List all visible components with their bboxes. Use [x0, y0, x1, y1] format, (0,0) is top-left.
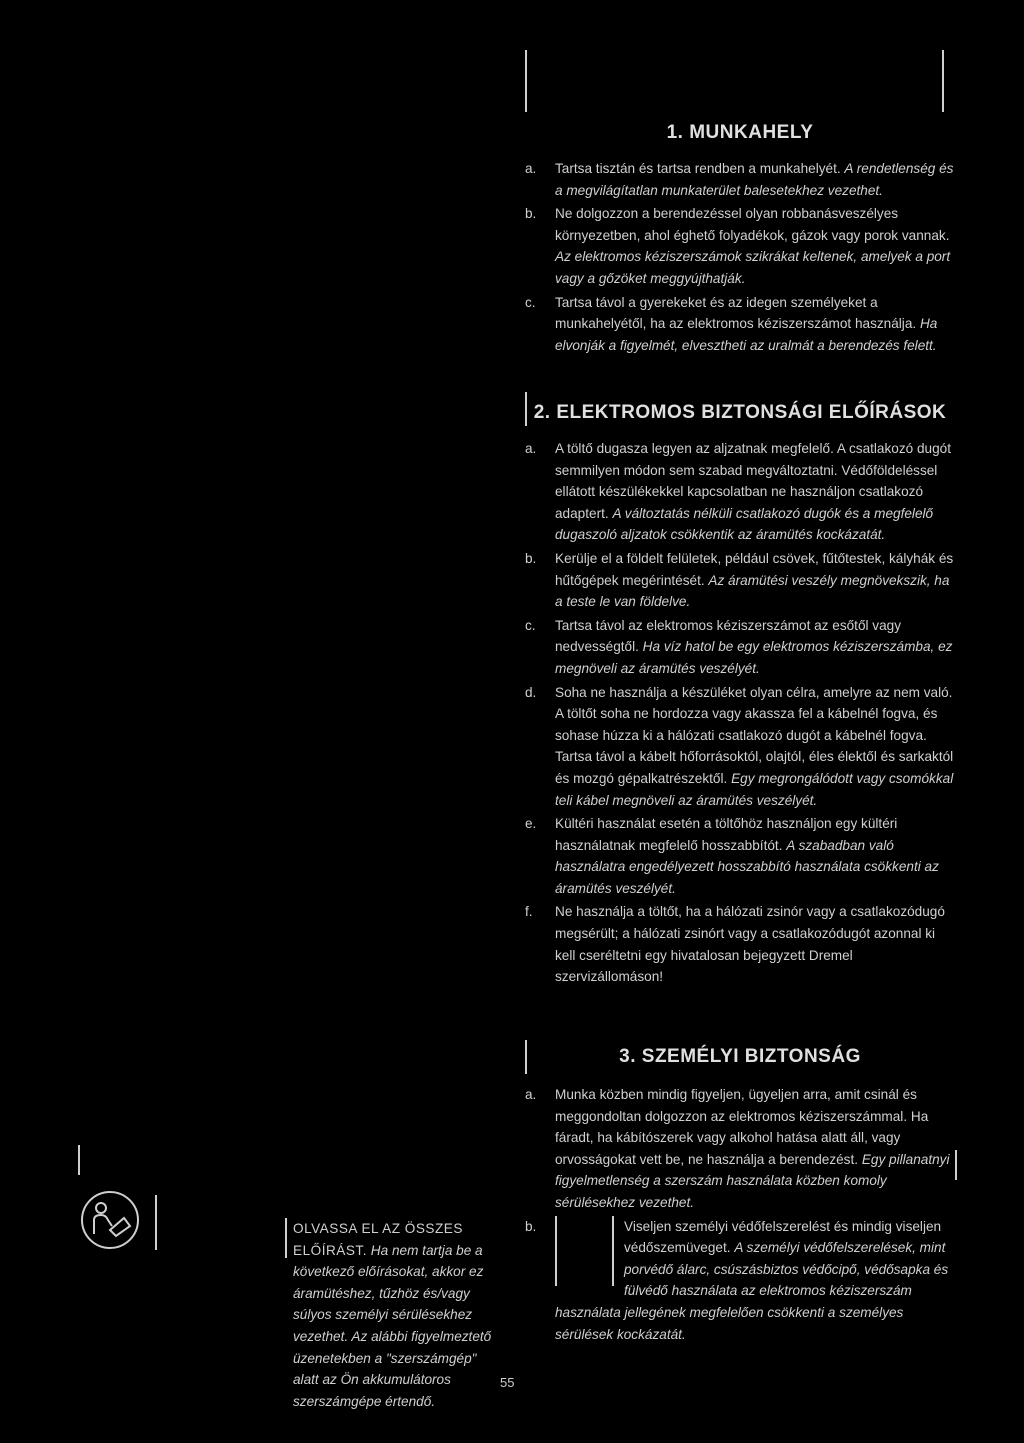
list-item: [525, 682, 955, 812]
glove-icon: [555, 1216, 614, 1286]
item-normal-text: Kültéri használat esetén a töltőhöz használjon egy kültéri használatnak megfelelő hosszabbítót.: [555, 816, 898, 853]
item-label: d.: [525, 684, 537, 700]
item-italic-text: A személyi védőfelszerelések, mint porvédő álarc, csúszásbiztos védőcipő, védősapka és fülvédő használata az elektromos kéziszerszám használata jellegének megfelelően csökkenti a személyes sérülések kockázatát.: [555, 1240, 949, 1342]
list-item: [525, 203, 955, 289]
frame-line: [942, 50, 944, 112]
item-normal-text: A töltő dugasza legyen az aljzatnak megfelelő. A csatlakozó dugót semmilyen módon sem szabad megváltoztatni. Védőföldeléssel ellátott készülékekkel kapcsolatban ne használjon csatlakozó adaptert.: [555, 441, 951, 521]
section-heading: 3. SZEMÉLYI BIZTONSÁG: [619, 1046, 861, 1067]
item-italic-text: Egy megrongálódott vagy csomókkal teli kábel megnöveli az áramütés veszélyét.: [555, 770, 954, 808]
item-normal-text: Soha ne használja a készüléket olyan célra, amelyre az nem való. A töltőt soha ne hordozza vagy akassza fel a kábelnél fogva, és sohase húzza ki a hálózati csatlakozó dugót a kábelnél fogva. Tartsa távol a kábelt hőforrásoktól, olajtól, éles élektől és sarkaktól és mozgó gépalkatrészektől.: [555, 684, 954, 786]
item-normal-text: Tartsa távol a gyerekeket és az idegen személyeket a munkahelyétől, ha az elektromos kéziszerszámot használja.: [555, 294, 920, 332]
list-item: [525, 548, 955, 613]
section-items: [525, 1084, 955, 1345]
frame-line: [525, 50, 527, 112]
section-heading: 1. MUNKAHELY: [666, 122, 814, 143]
item-italic-text: A rendetlenség és a megvilágítatlan munkaterület balesetekhez vezethet.: [555, 161, 954, 198]
section-items: [525, 158, 955, 356]
warning-block: [78, 1172, 498, 1412]
section-heading: 2. ELEKTROMOS BIZTONSÁGI ELŐÍRÁSOK: [533, 402, 947, 423]
item-text: [555, 615, 955, 680]
item-label: e.: [525, 816, 537, 832]
item-label: a.: [525, 1087, 537, 1102]
item-italic-text: A változtatás nélküli csatlakozó dugók és a megfelelő dugaszoló aljzatok csökkentik az áramütés kockázatát.: [555, 505, 934, 543]
frame-line: [78, 1145, 80, 1175]
list-item: [525, 292, 955, 357]
item-italic-text: Az áramütési veszély megnövekszik, ha a teste le van földelve.: [555, 572, 950, 610]
list-item: [525, 813, 955, 899]
item-normal-text: Tartsa távol az elektromos kéziszerszámot az esőtől vagy nedvességtől.: [555, 617, 902, 655]
item-text: [555, 158, 955, 201]
item-italic-text: Egy pillanatnyi figyelmetlenség a szerszám használata közben komoly sérülésekhez vezethet.: [555, 1151, 950, 1210]
list-item: [525, 901, 955, 987]
item-italic-text: Az elektromos kéziszerszámok szikrákat keltenek, amelyek a port vagy a gőzöket meggyújthatják.: [555, 249, 951, 286]
item-italic-text: Ha elvonják a figyelmét, elvesztheti az uralmát a berendezés felett.: [555, 316, 938, 353]
list-item: [525, 438, 955, 546]
list-item: [525, 1216, 955, 1346]
item-text: [555, 682, 955, 812]
list-item: [525, 158, 955, 201]
item-label: c.: [525, 294, 536, 310]
item-text: [555, 813, 955, 899]
warning-text: Ha nem tartja be a következő előírásokat, akkor ez áramütéshez, tűzhöz és/vagy súlyos személyi sérülésekhez vezethet. Az alábbi figyelmeztető üzenetekben a "szerszámgép" alatt az Ön akkumulátoros szerszámgépe értendő.: [293, 1242, 492, 1409]
item-label: c.: [525, 617, 536, 633]
warning-heading: OLVASSA EL AZ ÖSSZES: [293, 1221, 463, 1236]
item-text: [555, 1084, 955, 1214]
section-szemelyi: [525, 1046, 955, 1347]
item-text: [555, 1216, 955, 1346]
item-label: a.: [525, 441, 537, 456]
section-munkahely: [525, 122, 955, 358]
section-items: [525, 438, 955, 988]
item-italic-text: Ha víz hatol be egy elektromos kéziszerszámba, ez megnöveli az áramütés veszélyét.: [555, 639, 953, 676]
item-normal-text: Ne használja a töltőt, ha a hálózati zsinór vagy a csatlakozódugó megsérült; a hálózati zsinórt vagy a csatlakozódugót azonnal ki kell cseréltetni egy hivatalosan bejegyzett Dremel szervizállomáson!: [555, 904, 945, 985]
list-item: [525, 1084, 955, 1214]
warning-heading: ELŐÍRÁST.: [293, 1242, 368, 1258]
item-italic-text: A szabadban való használatra engedélyezett hosszabbító használata csökkenti az áramütés veszélyét.: [555, 837, 939, 896]
item-label: b.: [525, 1218, 537, 1234]
item-normal-text: Kerülje el a földelt felületek, például csövek, fűtőtestek, kályhák és hűtőgépek megérintését.: [555, 550, 954, 588]
item-text: [555, 438, 955, 546]
item-label: b.: [525, 206, 537, 222]
item-normal-text: Tartsa tisztán és tartsa rendben a munkahelyét.: [555, 161, 845, 176]
item-label: b.: [525, 550, 537, 566]
item-text: [555, 901, 955, 987]
item-normal-text: Munka közben mindig figyeljen, ügyeljen arra, amit csinál és meggondoltan dolgozzon az elektromos kéziszerszámmal. Ha fáradt, ha kábítószerek vagy alkohol hatása alatt áll, vagy orvosságokat vett be, ne használja a berendezést.: [555, 1087, 929, 1167]
item-normal-text: Ne dolgozzon a berendezéssel olyan robbanásveszélyes környezetben, ahol éghető folyadékok, gázok vagy porok vannak.: [555, 206, 950, 243]
frame-line: [955, 1150, 957, 1180]
item-normal-text: Viseljen személyi védőfelszerelést és mindig viseljen védőszemüveget.: [624, 1218, 942, 1256]
item-label: f.: [525, 904, 533, 920]
page-number: 55: [500, 1375, 515, 1390]
item-text: [555, 203, 955, 289]
list-item: [525, 615, 955, 680]
item-text: [555, 548, 955, 613]
item-text: [555, 292, 955, 357]
item-label: a.: [525, 161, 537, 176]
section-elektromos: [525, 402, 955, 990]
